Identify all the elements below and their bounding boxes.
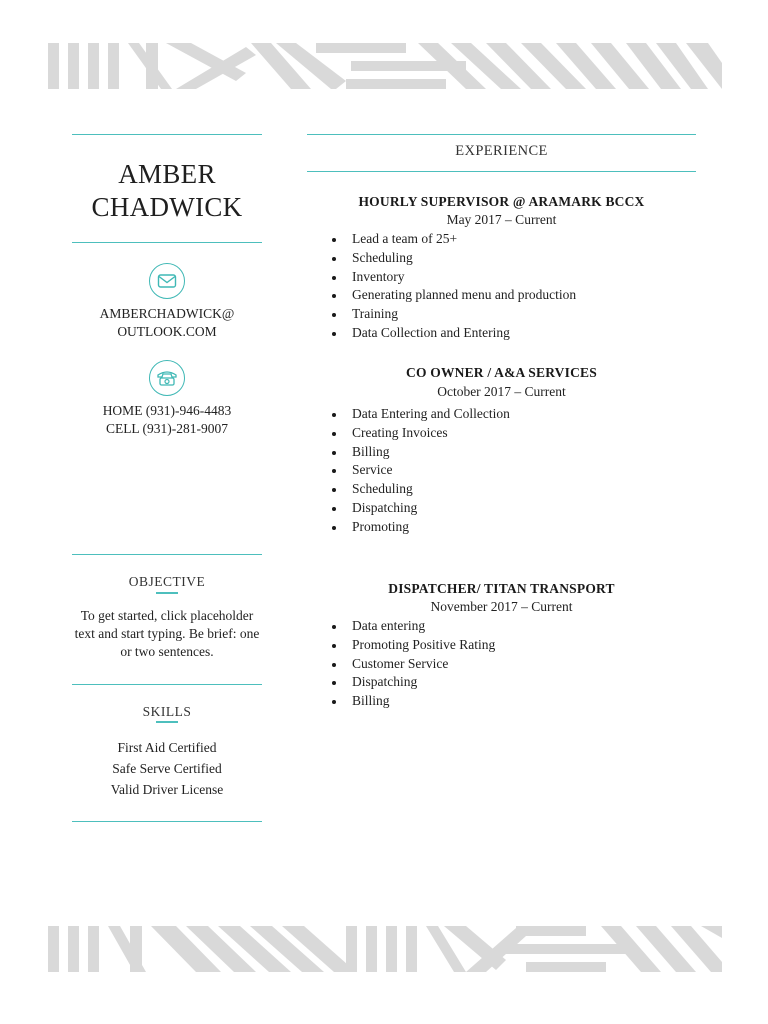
job-dates: October 2017 – Current <box>437 384 566 399</box>
email-address[interactable] <box>72 305 262 341</box>
heading-underline <box>156 721 178 723</box>
duty-list <box>332 405 692 537</box>
job-dates: May 2017 – Current <box>446 212 557 227</box>
duty-item: Service <box>332 461 692 480</box>
divider-line <box>72 554 262 555</box>
duty-item: Billing <box>332 443 692 462</box>
job-title: CO OWNER / A&A SERVICES <box>406 365 597 380</box>
job-title: HOURLY SUPERVISOR @ ARAMARK BCCX <box>358 194 645 209</box>
home-phone: HOME (931)-946-4483 <box>102 403 232 418</box>
last-name: CHADWICK <box>91 192 243 222</box>
telephone-icon <box>149 360 185 396</box>
divider-line <box>72 134 262 135</box>
divider-line <box>72 821 262 822</box>
duty-item: Dispatching <box>332 499 692 518</box>
duty-list <box>332 230 692 343</box>
email-line: OUTLOOK.COM <box>117 324 217 339</box>
heading-underline <box>156 592 178 594</box>
envelope-icon <box>149 263 185 299</box>
top-decorative-banner <box>46 43 722 89</box>
divider-line <box>72 242 262 243</box>
duty-item: Data entering <box>332 617 692 636</box>
phone-numbers <box>72 402 262 438</box>
first-name: AMBER <box>118 159 216 189</box>
skill-item: Valid Driver License <box>110 782 224 797</box>
job-dates: November 2017 – Current <box>430 599 573 614</box>
bottom-decorative-banner <box>46 926 722 972</box>
cell-phone: CELL (931)-281-9007 <box>105 421 229 436</box>
job-title: DISPATCHER/ TITAN TRANSPORT <box>388 581 615 596</box>
divider-line <box>72 684 262 685</box>
duty-item: Training <box>332 305 692 324</box>
experience-heading: EXPERIENCE <box>455 143 548 159</box>
objective-line: or two sentences. <box>120 644 214 659</box>
divider-line <box>307 171 696 172</box>
duty-item: Creating Invoices <box>332 424 692 443</box>
objective-line: To get started, click placeholder <box>80 608 254 623</box>
skill-item: First Aid Certified <box>117 740 217 755</box>
duty-item: Generating planned menu and production <box>332 286 692 305</box>
duty-item: Scheduling <box>332 249 692 268</box>
email-line: AMBERCHADWICK@ <box>99 306 235 321</box>
duty-item: Billing <box>332 692 692 711</box>
divider-line <box>307 134 696 135</box>
duty-item: Lead a team of 25+ <box>332 230 692 249</box>
duty-item: Dispatching <box>332 673 692 692</box>
skills-list <box>72 737 262 800</box>
skills-heading: SKILLS <box>142 704 192 719</box>
candidate-name <box>72 158 262 224</box>
duty-list <box>332 617 692 711</box>
duty-item: Scheduling <box>332 480 692 499</box>
objective-text <box>72 607 262 661</box>
duty-item: Promoting Positive Rating <box>332 636 692 655</box>
objective-line: text and start typing. Be brief: one <box>74 626 260 641</box>
duty-item: Data Entering and Collection <box>332 405 692 424</box>
duty-item: Customer Service <box>332 655 692 674</box>
duty-item: Promoting <box>332 518 692 537</box>
duty-item: Inventory <box>332 268 692 287</box>
duty-item: Data Collection and Entering <box>332 324 692 343</box>
objective-heading: OBJECTIVE <box>128 574 206 589</box>
skill-item: Safe Serve Certified <box>112 761 222 776</box>
